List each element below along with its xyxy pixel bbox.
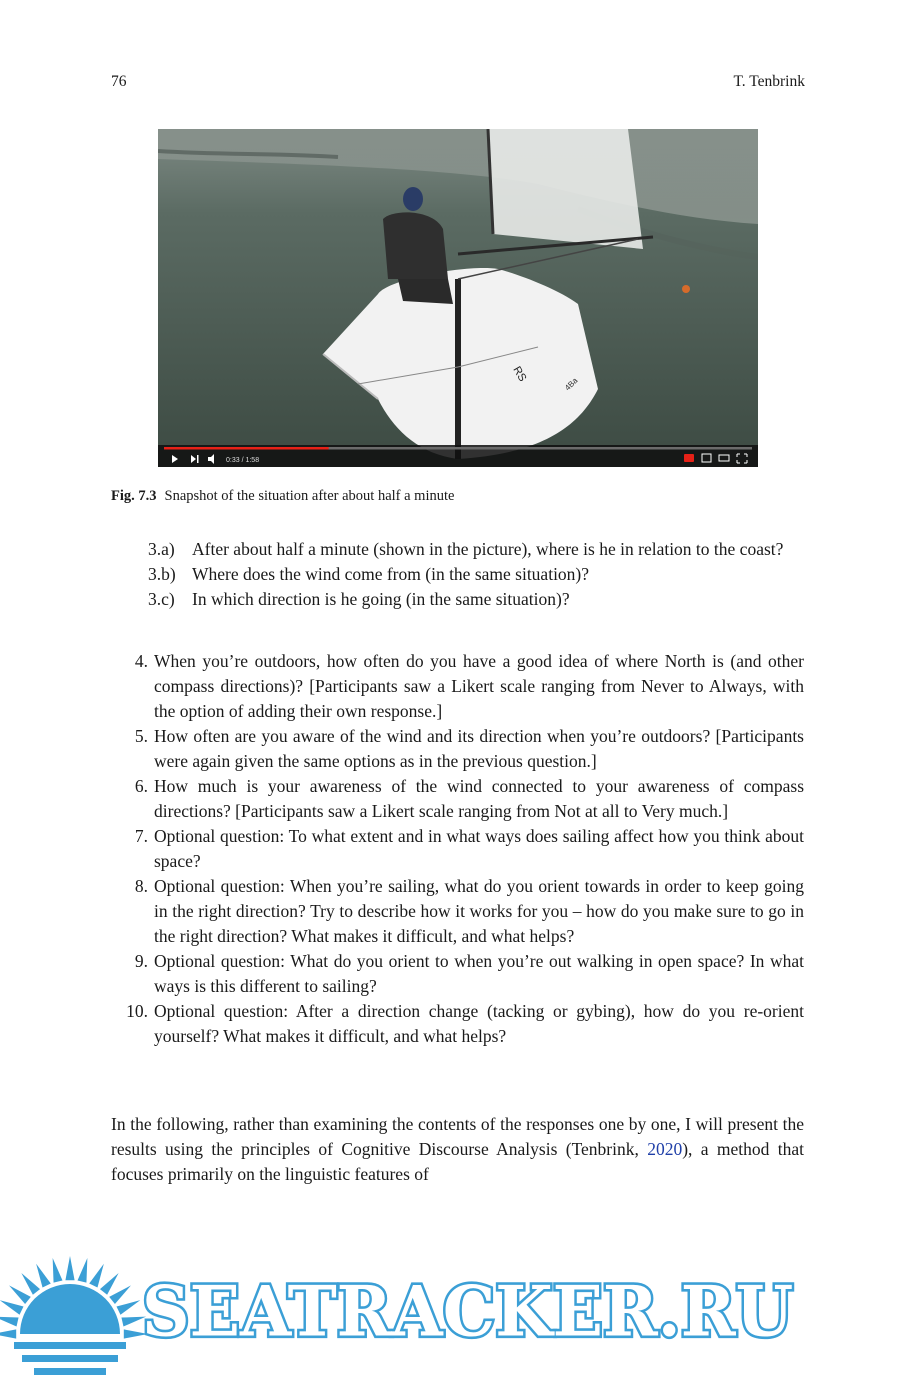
sun-ray bbox=[36, 1264, 51, 1288]
question-text: Optional question: After a direction change (tacking or gybing), how do you re-orient yourself? What makes it difficult, and what helps? bbox=[154, 1001, 804, 1046]
question-text: Optional question: To what extent and in what ways does sailing affect how you think about space? bbox=[154, 826, 804, 871]
figure-caption-text: Snapshot of the situation after about half a minute bbox=[164, 488, 455, 504]
autoplay-icon[interactable] bbox=[684, 454, 694, 462]
sun-ray bbox=[89, 1264, 104, 1288]
subquestion-label: 3.a) bbox=[148, 539, 175, 559]
running-head: T. Tenbrink bbox=[733, 73, 805, 90]
sun-ray bbox=[53, 1258, 63, 1283]
question-text: How often are you aware of the wind and its direction when you’re outdoors? [Participants were again given the same options as in the previous question.] bbox=[154, 726, 804, 771]
question-number: 4. bbox=[134, 651, 148, 671]
list-item bbox=[111, 874, 804, 949]
question-number: 6. bbox=[134, 776, 148, 796]
subquestion-label: 3.c) bbox=[148, 589, 175, 609]
list-item bbox=[111, 774, 804, 824]
list-item bbox=[148, 587, 804, 612]
list-item bbox=[148, 537, 804, 562]
question-text: When you’re outdoors, how often do you have a good idea of where North is (and other compass directions)? [Participants saw a Likert scale ranging from Never to Always, with the option of adding their own response.] bbox=[154, 651, 804, 721]
question-number: 8. bbox=[134, 876, 148, 896]
sun-ray bbox=[9, 1285, 31, 1304]
subquestion-list bbox=[148, 537, 804, 612]
sun-ray bbox=[78, 1258, 88, 1283]
figure-label: Fig. 7.3 bbox=[111, 488, 157, 504]
watermark-text: SEATRACKER.RU bbox=[142, 1270, 794, 1353]
sun-ray bbox=[100, 1273, 119, 1295]
question-number: 9. bbox=[134, 951, 148, 971]
list-item bbox=[111, 999, 804, 1049]
figure-caption bbox=[111, 488, 454, 505]
subquestion-label: 3.b) bbox=[148, 564, 176, 584]
paragraph-text-after: ), a method that focuses primarily on the linguistic features of bbox=[111, 1139, 805, 1184]
sailing-photo bbox=[158, 129, 758, 467]
buoy bbox=[682, 285, 690, 293]
sun-ray bbox=[65, 1256, 74, 1280]
list-item bbox=[111, 824, 804, 874]
sun-ray bbox=[21, 1273, 40, 1295]
subquestion-text: In which direction is he going (in the same situation)? bbox=[192, 589, 570, 609]
list-item bbox=[148, 562, 804, 587]
sun-ray bbox=[0, 1300, 24, 1315]
paragraph-text-before: In the following, rather than examining the contents of the responses one by one, I will present the results using the principles of Cognitive Discourse Analysis (Tenbrink, bbox=[111, 1114, 804, 1159]
question-list bbox=[111, 649, 804, 1049]
subquestion-text: Where does the wind come from (in the same situation)? bbox=[192, 564, 590, 584]
sun-ray bbox=[116, 1300, 140, 1315]
question-number: 5. bbox=[134, 726, 148, 746]
question-number: 7. bbox=[134, 826, 148, 846]
figure-video-snapshot bbox=[158, 129, 758, 467]
boat-mark-rs: RS bbox=[510, 364, 529, 384]
question-text: Optional question: What do you orient to when you’re out walking in open space? In what ways is this different to sailing? bbox=[154, 951, 804, 996]
sun-ray bbox=[109, 1285, 131, 1304]
body-paragraph bbox=[111, 1112, 804, 1187]
list-item bbox=[111, 649, 804, 724]
question-text: How much is your awareness of the wind connected to your awareness of compass directions? [Participants saw a Likert scale ranging from Not at all to Very much.] bbox=[154, 776, 804, 821]
list-item bbox=[111, 724, 804, 774]
page-number: 76 bbox=[111, 73, 127, 90]
video-time: 0:33 / 1:58 bbox=[226, 457, 260, 464]
question-text: Optional question: When you’re sailing, what do you orient towards in order to keep going in the right direction? Try to describe how it works for you – how do you make sure to go in the right direction? What makes it difficult, and what helps? bbox=[154, 876, 804, 946]
progress-fill bbox=[164, 447, 329, 450]
sun-ray bbox=[0, 1329, 16, 1338]
question-number: 10. bbox=[126, 1001, 148, 1021]
subquestion-text: After about half a minute (shown in the picture), where is he in relation to the coast? bbox=[192, 539, 784, 559]
boat-mark-number: 4Ba bbox=[563, 375, 580, 393]
sun-ray bbox=[0, 1317, 19, 1327]
citation-link[interactable]: 2020 bbox=[647, 1139, 683, 1159]
list-item bbox=[111, 949, 804, 999]
